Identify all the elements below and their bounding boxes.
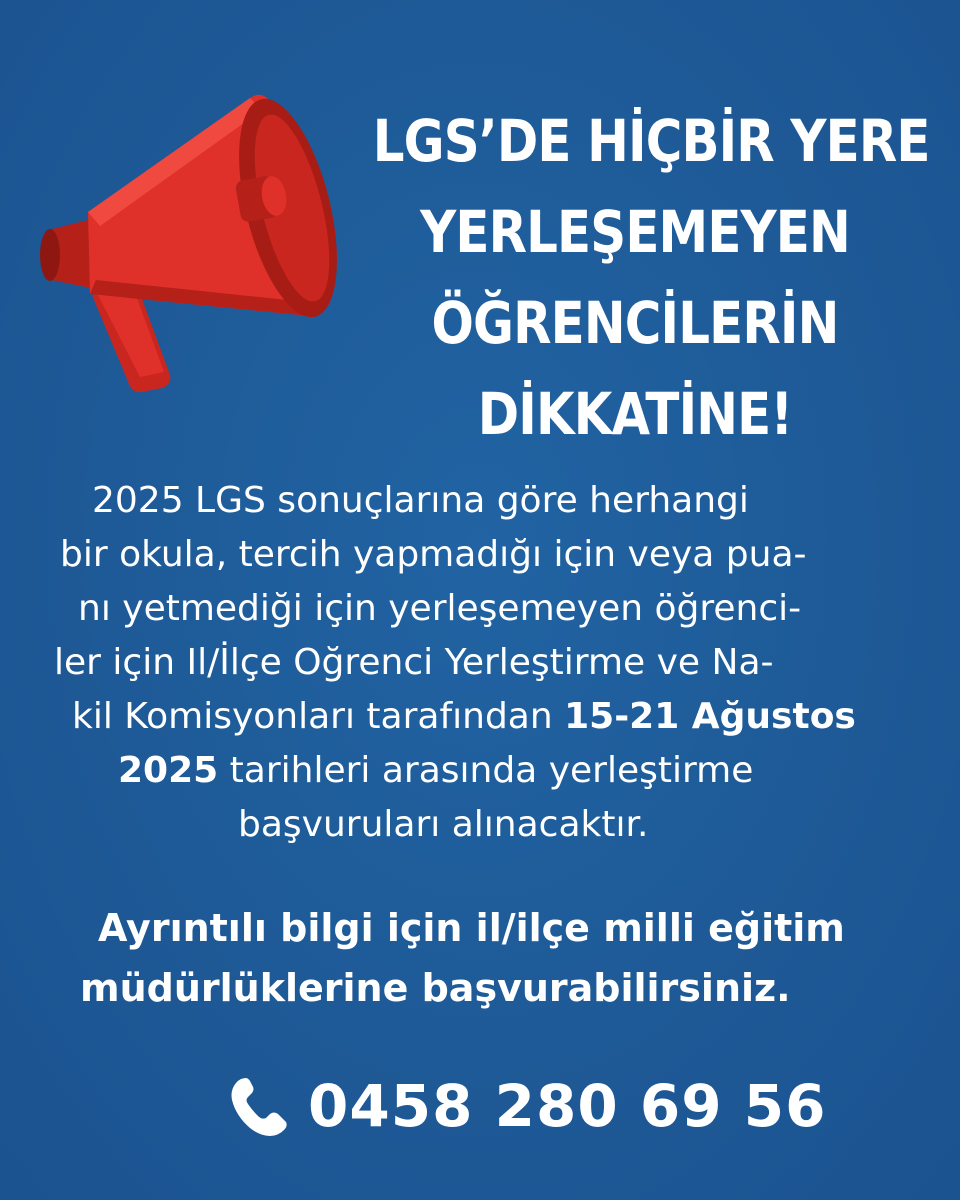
phone-icon (228, 1074, 292, 1138)
phone-number[interactable]: 0458 280 69 56 (308, 1072, 827, 1140)
megaphone-icon (30, 80, 340, 400)
headline-line-4: DİKKATİNE! (477, 380, 793, 448)
body-line-6-text: tarihleri arasında yerleştirme (218, 750, 754, 791)
body-line-6 (118, 744, 753, 798)
body-line-5-text: kil Komisyonları tarafından (72, 696, 565, 737)
headline-line-3: ÖĞRENCİLERİN (431, 289, 839, 357)
info-line-2: müdürlüklerine başvurabilirsiniz. (80, 966, 791, 1010)
headline-line-1: LGS’DE HİÇBİR YERE (372, 107, 930, 175)
contact-phone[interactable] (228, 1070, 827, 1142)
date-range: 15-21 Ağustos (564, 696, 856, 737)
headline (372, 96, 930, 460)
info-line-1: Ayrıntılı bilgi için il/ilçe milli eğitim (98, 906, 845, 950)
body-line-4: ler için Il/İlçe Oğrenci Yerleştirme ve Na- (54, 642, 774, 683)
body-line-5 (72, 690, 856, 744)
body-line-7: başvuruları alınacaktır. (238, 804, 649, 845)
body-line-1: 2025 LGS sonuçlarına göre herhangi (92, 480, 749, 521)
body-line-2: bir okula, tercih yapmadığı için veya pua- (60, 534, 807, 575)
headline-line-2: YERLEŞEMEYEN (420, 198, 850, 266)
year: 2025 (118, 750, 219, 791)
body-line-3: nı yetmediği için yerleşemeyen öğrenci- (78, 588, 802, 629)
